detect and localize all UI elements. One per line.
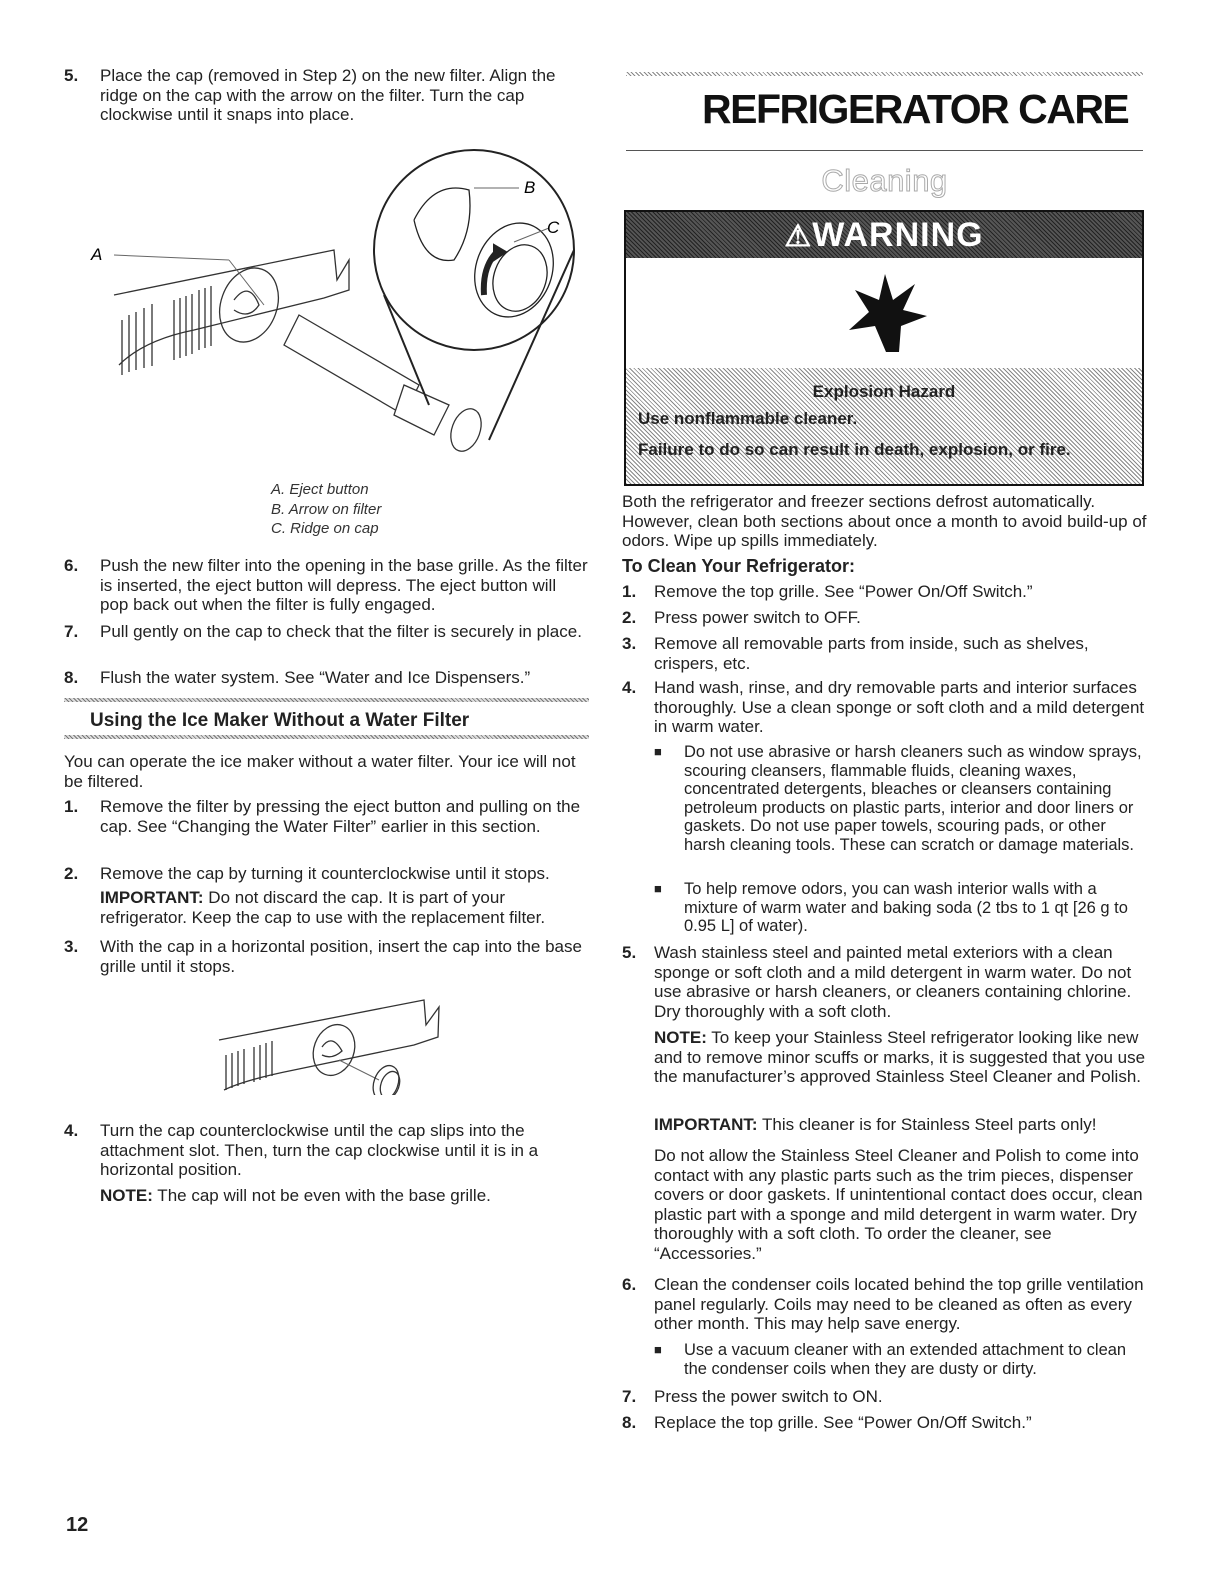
note-label: NOTE: (654, 1028, 707, 1047)
step-text: Wash stainless steel and painted metal exteriors with a clean sponge or soft cloth and a mild detergent in warm water. Do not use abrasive or harsh cleaners, or cleaners containing chlorine. Dry thoroughly with a soft cloth. (654, 943, 1132, 1021)
cleaning-subheading: To Clean Your Refrigerator: (622, 556, 856, 576)
explosion-icon (841, 272, 931, 354)
step-number: 6. (622, 1275, 637, 1294)
step-number: 6. (64, 556, 79, 575)
section-intro: You can operate the ice maker without a water filter. Your ice will not be filtered. (64, 752, 576, 791)
bullet-icon: ■ (654, 1342, 662, 1357)
hazard-title: Explosion Hazard (812, 382, 956, 401)
step-text: Remove the cap by turning it counterclockwise until it stops. (100, 864, 550, 883)
step-text: Pull gently on the cap to check that the filter is securely in place. (100, 622, 582, 641)
bullet-icon: ■ (654, 744, 662, 759)
cap-insert-figure (214, 985, 514, 1095)
important-text: Do not discard the cap. It is part of your refrigerator. Keep the cap to use with the replacement filter. (100, 888, 546, 927)
step-text: Clean the condenser coils located behind the top grille ventilation panel regularly. Coils may need to be cleaned as often as every other month. This may help save energy. (654, 1275, 1144, 1333)
warning-banner-text (626, 216, 1142, 255)
hazard-line-1: Use nonflammable cleaner. (638, 409, 858, 428)
step-number: 2. (64, 864, 79, 883)
step-number: 2. (622, 608, 637, 627)
warning-icon-area (626, 258, 1142, 370)
step-text: With the cap in a horizontal position, insert the cap into the base grille until it stops. (100, 937, 582, 976)
step-number: 3. (64, 937, 79, 956)
warning-triangle-icon: ⚠ (784, 220, 813, 253)
step-text: Remove the top grille. See “Power On/Off Switch.” (654, 582, 1033, 601)
water-filter-illustration (284, 315, 487, 455)
step-number: 4. (622, 678, 637, 697)
caption-c: C. Ridge on cap (271, 520, 379, 537)
step-text: Remove all removable parts from inside, such as shelves, crispers, etc. (654, 634, 1089, 673)
section-rule-bottom (64, 735, 589, 739)
step-text: Flush the water system. See “Water and Ice Dispensers.” (100, 668, 531, 687)
section-rule-top (64, 698, 589, 702)
figure-caption (271, 480, 381, 539)
step-text: Replace the top grille. See “Power On/Off Switch.” (654, 1413, 1032, 1432)
step-number: 4. (64, 1121, 79, 1140)
bullet-icon: ■ (654, 881, 662, 896)
step-text: Push the new filter into the opening in the base grille. As the filter is inserted, the eject button will depress. The eject button will pop back out when the filter is fully engaged. (100, 556, 588, 614)
warning-box (624, 210, 1144, 486)
step-number: 1. (622, 582, 637, 601)
warning-label: WARNING (812, 216, 984, 254)
caption-a: A. Eject button (271, 481, 369, 498)
step-number: 5. (622, 943, 637, 962)
callout-c: C (547, 218, 560, 237)
step-number: 3. (622, 634, 637, 653)
step-text: Turn the cap counterclockwise until the cap slips into the attachment slot. Then, turn the cap clockwise until it is in a horizontal position. (100, 1121, 539, 1179)
step-text: Press power switch to OFF. (654, 608, 861, 627)
title-rule-bottom (626, 150, 1143, 151)
hazard-text-area (626, 368, 1142, 484)
note-text: To keep your Stainless Steel refrigerator looking like new and to remove minor scuffs or marks, it is suggested that you use the manufacturer’s approved Stainless Steel Cleaner and Polish. (654, 1028, 1146, 1086)
hazard-line-2: Failure to do so can result in death, explosion, or fire. (638, 440, 1071, 459)
cleaning-intro: Both the refrigerator and freezer sections defrost automatically. However, clean both sections about once a month to avoid build-up of odors. Wipe up spills immediately. (622, 492, 1147, 550)
step-text: Remove the filter by pressing the eject button and pulling on the cap. See “Changing the Water Filter” earlier in this section. (100, 797, 581, 836)
bullet-text: To help remove odors, you can wash interior walls with a mixture of warm water and baking soda (2 tbs to 1 qt [26 g to 0.95 L] of water). (684, 880, 1128, 936)
important-text: This cleaner is for Stainless Steel parts only! (757, 1115, 1097, 1134)
filter-install-figure (74, 140, 594, 480)
callout-a: A (91, 245, 103, 264)
step-number: 5. (64, 66, 79, 85)
step-number: 7. (622, 1387, 637, 1406)
step-number: 7. (64, 622, 79, 641)
title-rule-top (626, 72, 1143, 76)
step-number: 8. (622, 1413, 637, 1432)
page-number: 12 (66, 1514, 89, 1536)
step-text: Place the cap (removed in Step 2) on the new filter. Align the ridge on the cap with the arrow on the filter. Turn the cap clockwise until it snaps into place. (100, 66, 556, 124)
stainless-note (654, 1028, 1147, 1087)
important-label: IMPORTANT: (654, 1115, 758, 1134)
page-title: REFRIGERATOR CARE (702, 86, 1129, 132)
step-number: 8. (64, 668, 79, 687)
section-subtitle: Cleaning (821, 163, 948, 198)
cap-note (100, 1186, 589, 1206)
bullet-text: Do not use abrasive or harsh cleaners such as window sprays, scouring cleansers, flammable fluids, cleaning waxes, concentrated detergents, bleaches or cleansers containing petroleum products on plastic parts, interior and door liners or gaskets. Do not use paper towels, scouring pads, or other harsh cleaning tools. These can scratch or damage materials. (684, 743, 1142, 854)
callout-b: B (524, 178, 536, 197)
note-label: NOTE: (100, 1186, 153, 1205)
important-note-cap (100, 888, 589, 927)
section-heading: Using the Ice Maker Without a Water Filter (90, 710, 470, 731)
bullet-text: Use a vacuum cleaner with an extended attachment to clean the condenser coils when they are dusty or dirty. (684, 1341, 1127, 1378)
important-label: IMPORTANT: (100, 888, 204, 907)
step-text: Hand wash, rinse, and dry removable parts and interior surfaces thoroughly. Use a clean sponge or soft cloth and a mild detergent in warm water. (654, 678, 1145, 736)
step-text: Press the power switch to ON. (654, 1387, 883, 1406)
stainless-important (654, 1115, 1147, 1135)
stainless-warning-paragraph: Do not allow the Stainless Steel Cleaner and Polish to come into contact with any plastic parts such as the trim pieces, dispenser covers or door gaskets. If unintentional contact does occur, clean plastic part with a sponge and mild detergent in warm water. Dry thoroughly with a soft cloth. To order the cleaner, see “Accessories.” (654, 1146, 1143, 1263)
note-text: The cap will not be even with the base grille. (152, 1186, 491, 1205)
caption-b: B. Arrow on filter (271, 500, 382, 518)
warning-banner (626, 212, 1142, 258)
step-number: 1. (64, 797, 79, 816)
